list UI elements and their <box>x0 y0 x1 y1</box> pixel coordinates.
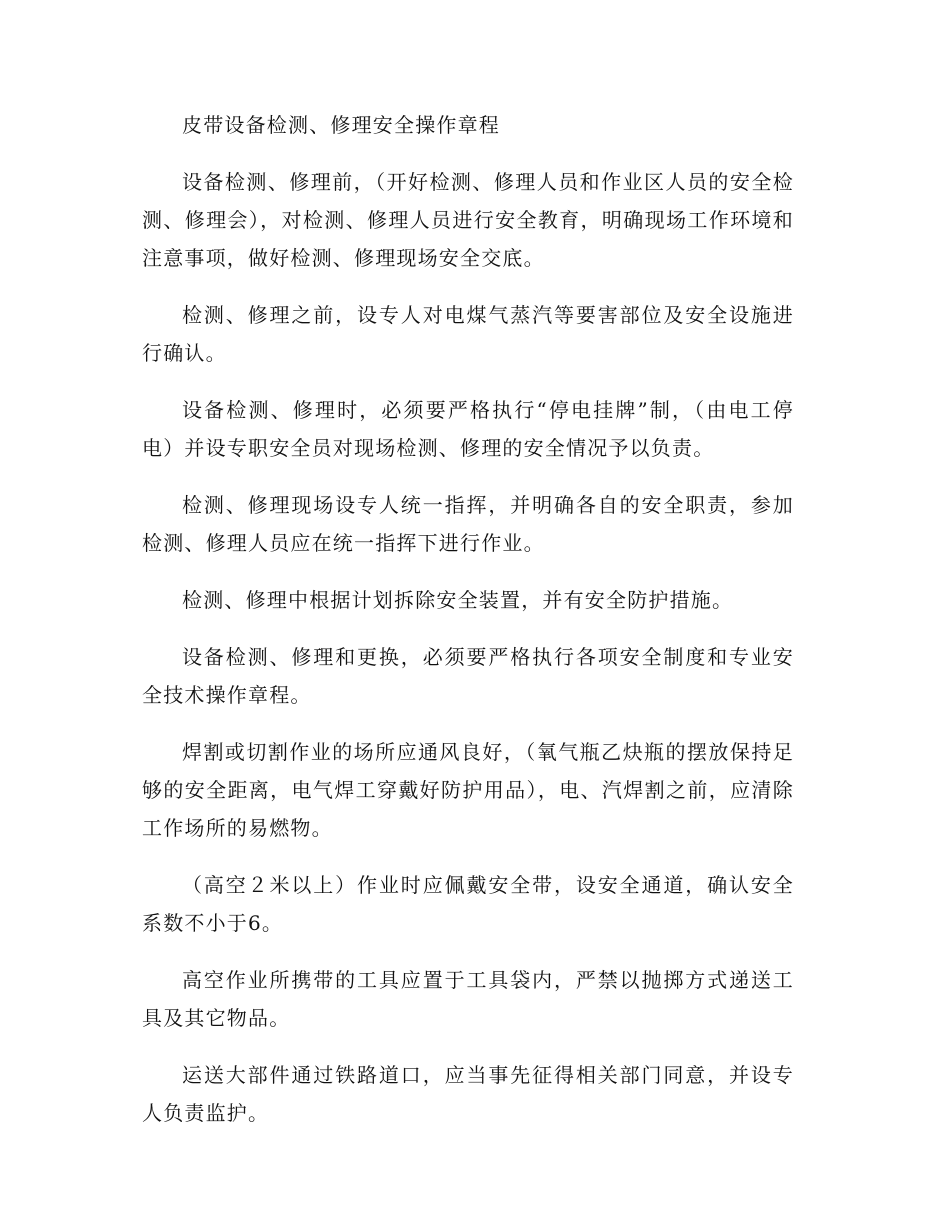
document-title: 皮带设备检测、修理安全操作章程 <box>182 113 500 137</box>
paragraph-unified-command: 检测、修理现场设专人统一指挥，并明确各自的安全职责，参加检测、修理人员应在统一指挥下进行作业。 <box>142 493 794 555</box>
paragraph-key-parts-check: 检测、修理之前，设专人对电煤气蒸汽等要害部位及安全设施进行确认。 <box>142 303 794 365</box>
paragraph-railway-crossing: 运送大部件通过铁路道口，应当事先征得相关部门同意，并设专人负责监护。 <box>142 1063 794 1125</box>
paragraph-tool-bag: 高空作业所携带的工具应置于工具袋内，严禁以抛掷方式递送工具及其它物品。 <box>142 968 794 1030</box>
paragraph-regulations: 设备检测、修理和更换，必须要严格执行各项安全制度和专业安全技术操作章程。 <box>142 645 794 707</box>
paragraph-high-altitude-belt: （高空２米以上）作业时应佩戴安全带，设安全通道，确认安全系数不小于6。 <box>142 873 794 935</box>
paragraph-welding-cutting: 焊割或切割作业的场所应通风良好，（氧气瓶乙炔瓶的摆放保持足够的安全距离，电气焊工穿戴好防护用品），电、汽焊割之前，应清除工作场所的易燃物。 <box>142 740 794 840</box>
paragraph-safety-devices: 检测、修理中根据计划拆除安全装置，并有安全防护措施。 <box>182 588 734 612</box>
paragraph-power-off-tagging: 设备检测、修理时，必须要严格执行“停电挂牌”制，（由电工停电）并设专职安全员对现场检测、修理的安全情况予以负责。 <box>142 398 794 460</box>
document-body <box>142 106 794 1151</box>
paragraph-pre-repair-briefing: 设备检测、修理前，（开好检测、修理人员和作业区人员的安全检测、修理会），对检测、修理人员进行安全教育，明确现场工作环境和注意事项，做好检测、修理现场安全交底。 <box>142 170 794 270</box>
